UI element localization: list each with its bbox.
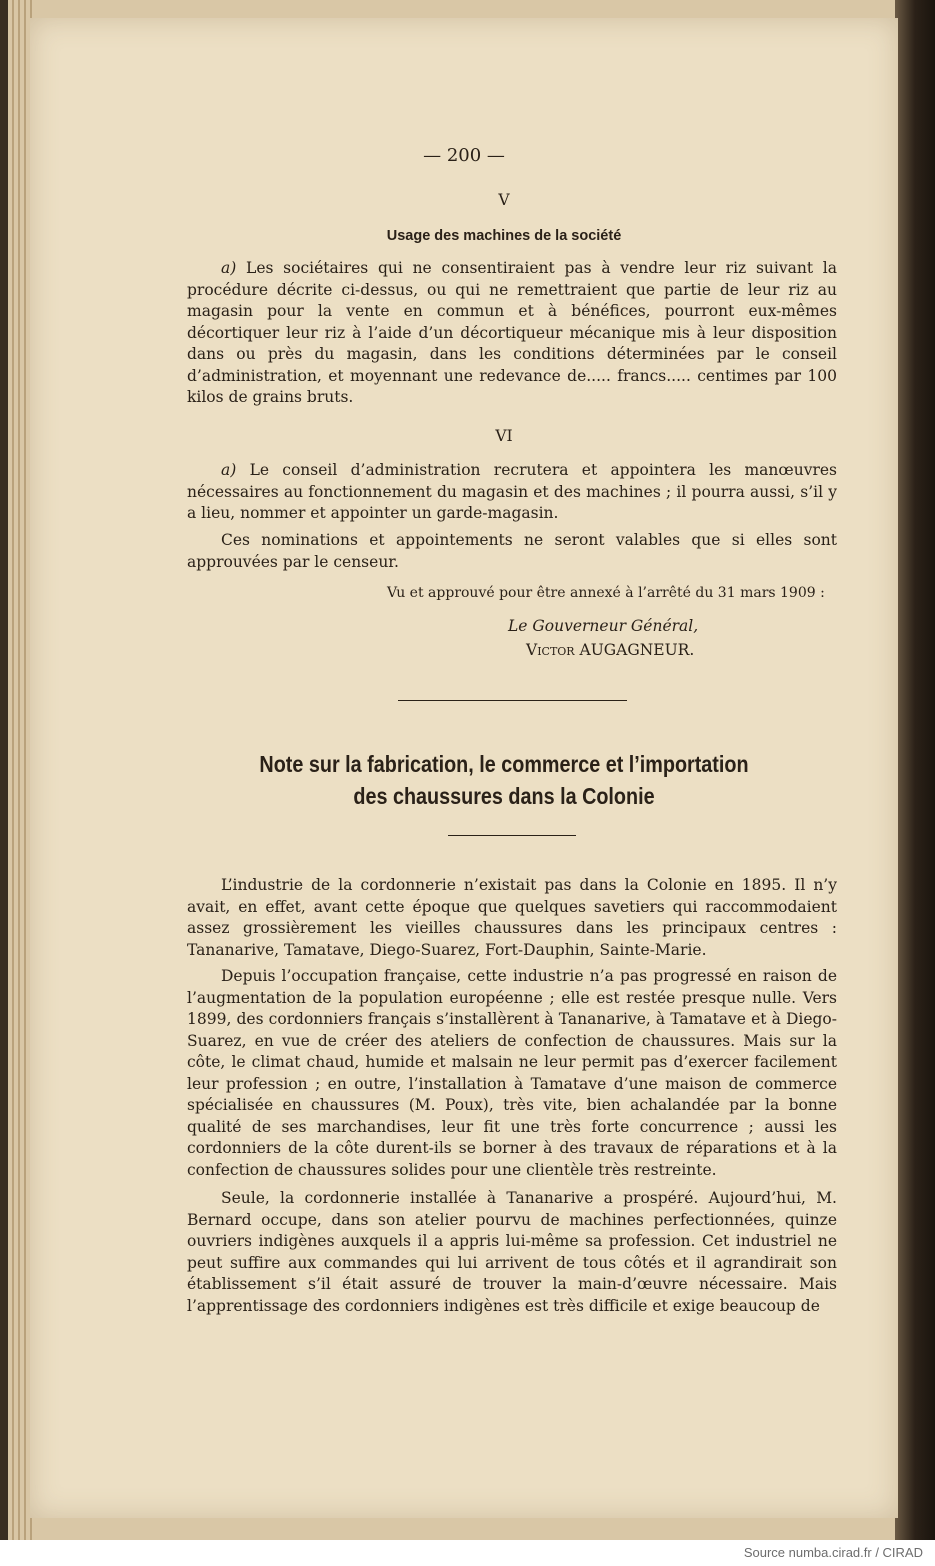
page-edge [18,0,20,1540]
footer-bar [0,1540,935,1566]
section-vi-paragraph-b: Ces nominations et appointements ne seront valables que si elles sont approuvées par le censeur. [187,531,837,571]
section-v-paragraph-a: a) Les sociétaires qui ne consentiraient pas à vendre leur riz suivant la procédure décrite ci-dessus, ou qui ne remettraient que partie de leur riz au magasin pour la vente en commun et à bénéfices, pourront eux-mêmes décortiquer leur riz à l’aide d’un décortiqueur mécanique mis à leur disposition dans ou près du magasin, dans les conditions déterminées par le conseil d’administration, et moyennant une redevance de..... francs..... centimes par 100 kilos de grains bruts. [187,259,837,406]
note-paragraph-3: Seule, la cordonnerie installée à Tananarive a prospéré. Aujourd’hui, M. Bernard occupe, dans son atelier pourvu de machines perfectionnées, quinze ouvriers indigènes auxquels il a appris lui-même sa profession. Cet industriel ne peut suffire aux commandes qui lui arrivent de tous côtés et il agrandirait son établissement s’il était assuré de trouver la main-d’œuvre nécessaire. Mais l’apprentissage des cordonniers indigènes est très difficile et exige beaucoup de [187,1189,837,1315]
paragraph-label: a) [221,259,237,277]
document-page [30,18,898,1518]
governor-title: Le Gouverneur Général, [508,617,699,635]
separator-rule [398,700,627,701]
section-vi-paragraph-a: a) Le conseil d’administration recrutera et appointera les manœuvres nécessaires au fonctionnement du magasin et des machines ; il pourra aussi, s’il y a lieu, nommer et appointer un garde-magasin. [187,461,837,522]
note-paragraph-2: Depuis l’occupation française, cette industrie n’a pas progressé en raison de l’augmentation de la population européenne ; elle est restée presque nulle. Vers 1899, des cordonniers français s’installèrent à Tananarive, à Tamatave et à Diego-Suarez, en vue de créer des ateliers de confection de chaussures. Mais sur la côte, le climat chaud, humide et malsain ne leur permit pas d’exercer facilement leur profession ; en outre, l’installation à Tamatave d’une maison de commerce spécialisée en chaussures (M. Poux), très vite, bien achalandée par la bonne qualité de ses marchandises, leur fit une très forte concurrence ; aussi les cordonniers de la côte durent-ils se borner à des travaux de réparations et à la confection de chaussures solides pour une clientèle très restreinte. [187,967,837,1179]
source-credit: Source numba.cirad.fr / CIRAD [743,1545,923,1560]
separator-rule-short [448,835,576,836]
section-vi-number: VI [495,427,513,445]
approval-line: Vu et approuvé pour être annexé à l’arrêté du 31 mars 1909 : [387,585,825,601]
note-title-line-1: Note sur la fabrication, le commerce et l’importation [259,751,749,777]
page-edge [24,0,26,1540]
page-number: — 200 — [423,145,505,166]
section-v-number: V [498,191,510,209]
paragraph-label: a) [221,461,237,479]
note-paragraph-1: L’industrie de la cordonnerie n’existait pas dans la Colonie en 1895. Il n’y avait, en effet, avant cette époque que quelques savetiers qui raccommodaient assez grossièrement les vieilles chaussures dans les principaux centres : Tananarive, Tamatave, Diego-Suarez, Fort-Dauphin, Sainte-Marie. [187,876,837,959]
page-edge [12,0,14,1540]
section-v-heading: Usage des machines de la société [386,228,622,244]
note-title-line-2: des chaussures dans la Colonie [353,783,655,809]
governor-signature: Victor AUGAGNEUR. [526,641,695,659]
